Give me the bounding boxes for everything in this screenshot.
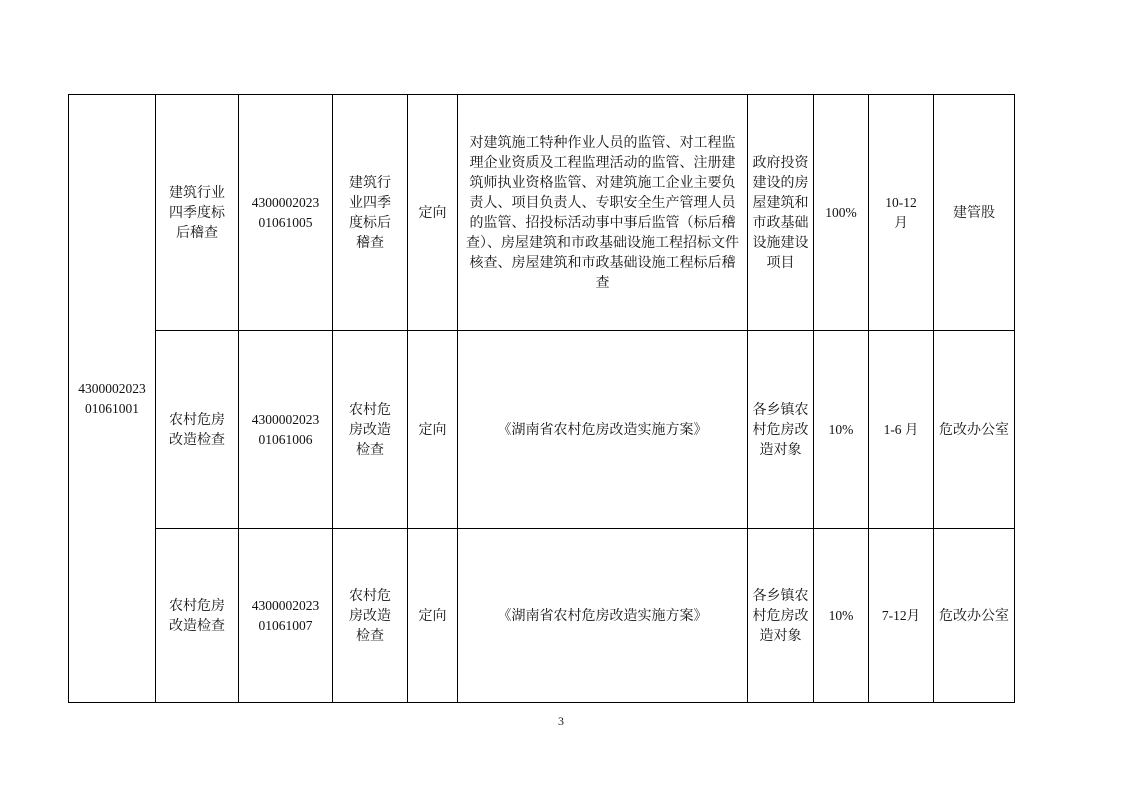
basis-cell bbox=[458, 529, 748, 703]
item-code-cell bbox=[239, 529, 333, 703]
table-row bbox=[69, 95, 1015, 331]
item-code: 430000202301061007 bbox=[251, 597, 320, 633]
basis-cell bbox=[458, 331, 748, 529]
check-type-cell bbox=[408, 331, 458, 529]
item-name: 农村危房改造检查 bbox=[169, 411, 225, 448]
check-content: 农村危房改造检查 bbox=[349, 401, 391, 458]
period-value: 7-12月 bbox=[881, 607, 921, 623]
item-name-cell bbox=[156, 331, 239, 529]
basis-text: 《湖南省农村危房改造实施方案》 bbox=[497, 607, 708, 624]
check-type: 定向 bbox=[418, 607, 447, 624]
department-cell bbox=[934, 529, 1015, 703]
check-type-cell bbox=[408, 529, 458, 703]
basis-text: 《湖南省农村危房改造实施方案》 bbox=[497, 421, 708, 438]
ratio-value: 100% bbox=[825, 204, 857, 220]
ratio-value: 10% bbox=[828, 607, 854, 623]
ratio-cell bbox=[814, 529, 869, 703]
check-content: 农村危房改造检查 bbox=[349, 587, 391, 644]
target-text: 各乡镇农村危房改造对象 bbox=[752, 401, 809, 458]
group-code-cell bbox=[69, 95, 156, 703]
inspection-plan-table bbox=[68, 94, 1015, 703]
check-content-cell bbox=[333, 95, 408, 331]
item-code-cell bbox=[239, 331, 333, 529]
ratio-cell bbox=[814, 95, 869, 331]
target-text: 政府投资建设的房屋建筑和市政基础设施建设项目 bbox=[752, 154, 809, 271]
item-name-cell bbox=[156, 95, 239, 331]
item-code: 430000202301061006 bbox=[251, 411, 320, 447]
check-type: 定向 bbox=[418, 204, 447, 221]
period-cell bbox=[869, 95, 934, 331]
item-name-cell bbox=[156, 529, 239, 703]
table-row bbox=[69, 529, 1015, 703]
period-cell bbox=[869, 331, 934, 529]
department-cell bbox=[934, 95, 1015, 331]
item-name: 建筑行业四季度标后稽查 bbox=[169, 184, 225, 241]
page-number: 3 bbox=[558, 714, 564, 728]
check-content-cell bbox=[333, 331, 408, 529]
target-text: 各乡镇农村危房改造对象 bbox=[752, 587, 809, 644]
check-content-cell bbox=[333, 529, 408, 703]
ratio-value: 10% bbox=[828, 421, 854, 437]
department-name: 建管股 bbox=[953, 204, 995, 221]
target-cell bbox=[748, 529, 814, 703]
period-value: 1-6 月 bbox=[883, 421, 919, 437]
basis-text: 对建筑施工特种作业人员的监管、对工程监理企业资质及工程监理活动的监管、注册建筑师执业资格监管、对建筑施工企业主要负责人、项目负责人、专职安全生产管理人员的监管、招投标活动事中事后监管（标后稽查）、房屋建筑和市政基础设施工程招标文件核查、房屋建筑和市政基础设施工程标后稽查 bbox=[466, 134, 739, 291]
department-name: 危改办公室 bbox=[939, 607, 1009, 624]
table-row bbox=[69, 331, 1015, 529]
group-code: 430000202301061001 bbox=[78, 380, 146, 416]
check-type-cell bbox=[408, 95, 458, 331]
ratio-cell bbox=[814, 331, 869, 529]
target-cell bbox=[748, 95, 814, 331]
target-cell bbox=[748, 331, 814, 529]
item-code-cell bbox=[239, 95, 333, 331]
check-type: 定向 bbox=[418, 421, 447, 438]
basis-cell bbox=[458, 95, 748, 331]
item-code: 430000202301061005 bbox=[251, 194, 320, 230]
department-cell bbox=[934, 331, 1015, 529]
check-content: 建筑行业四季度标后稽查 bbox=[349, 174, 391, 251]
department-name: 危改办公室 bbox=[939, 421, 1009, 438]
item-name: 农村危房改造检查 bbox=[169, 597, 225, 634]
period-cell bbox=[869, 529, 934, 703]
period-value: 10-12月 bbox=[885, 194, 917, 230]
